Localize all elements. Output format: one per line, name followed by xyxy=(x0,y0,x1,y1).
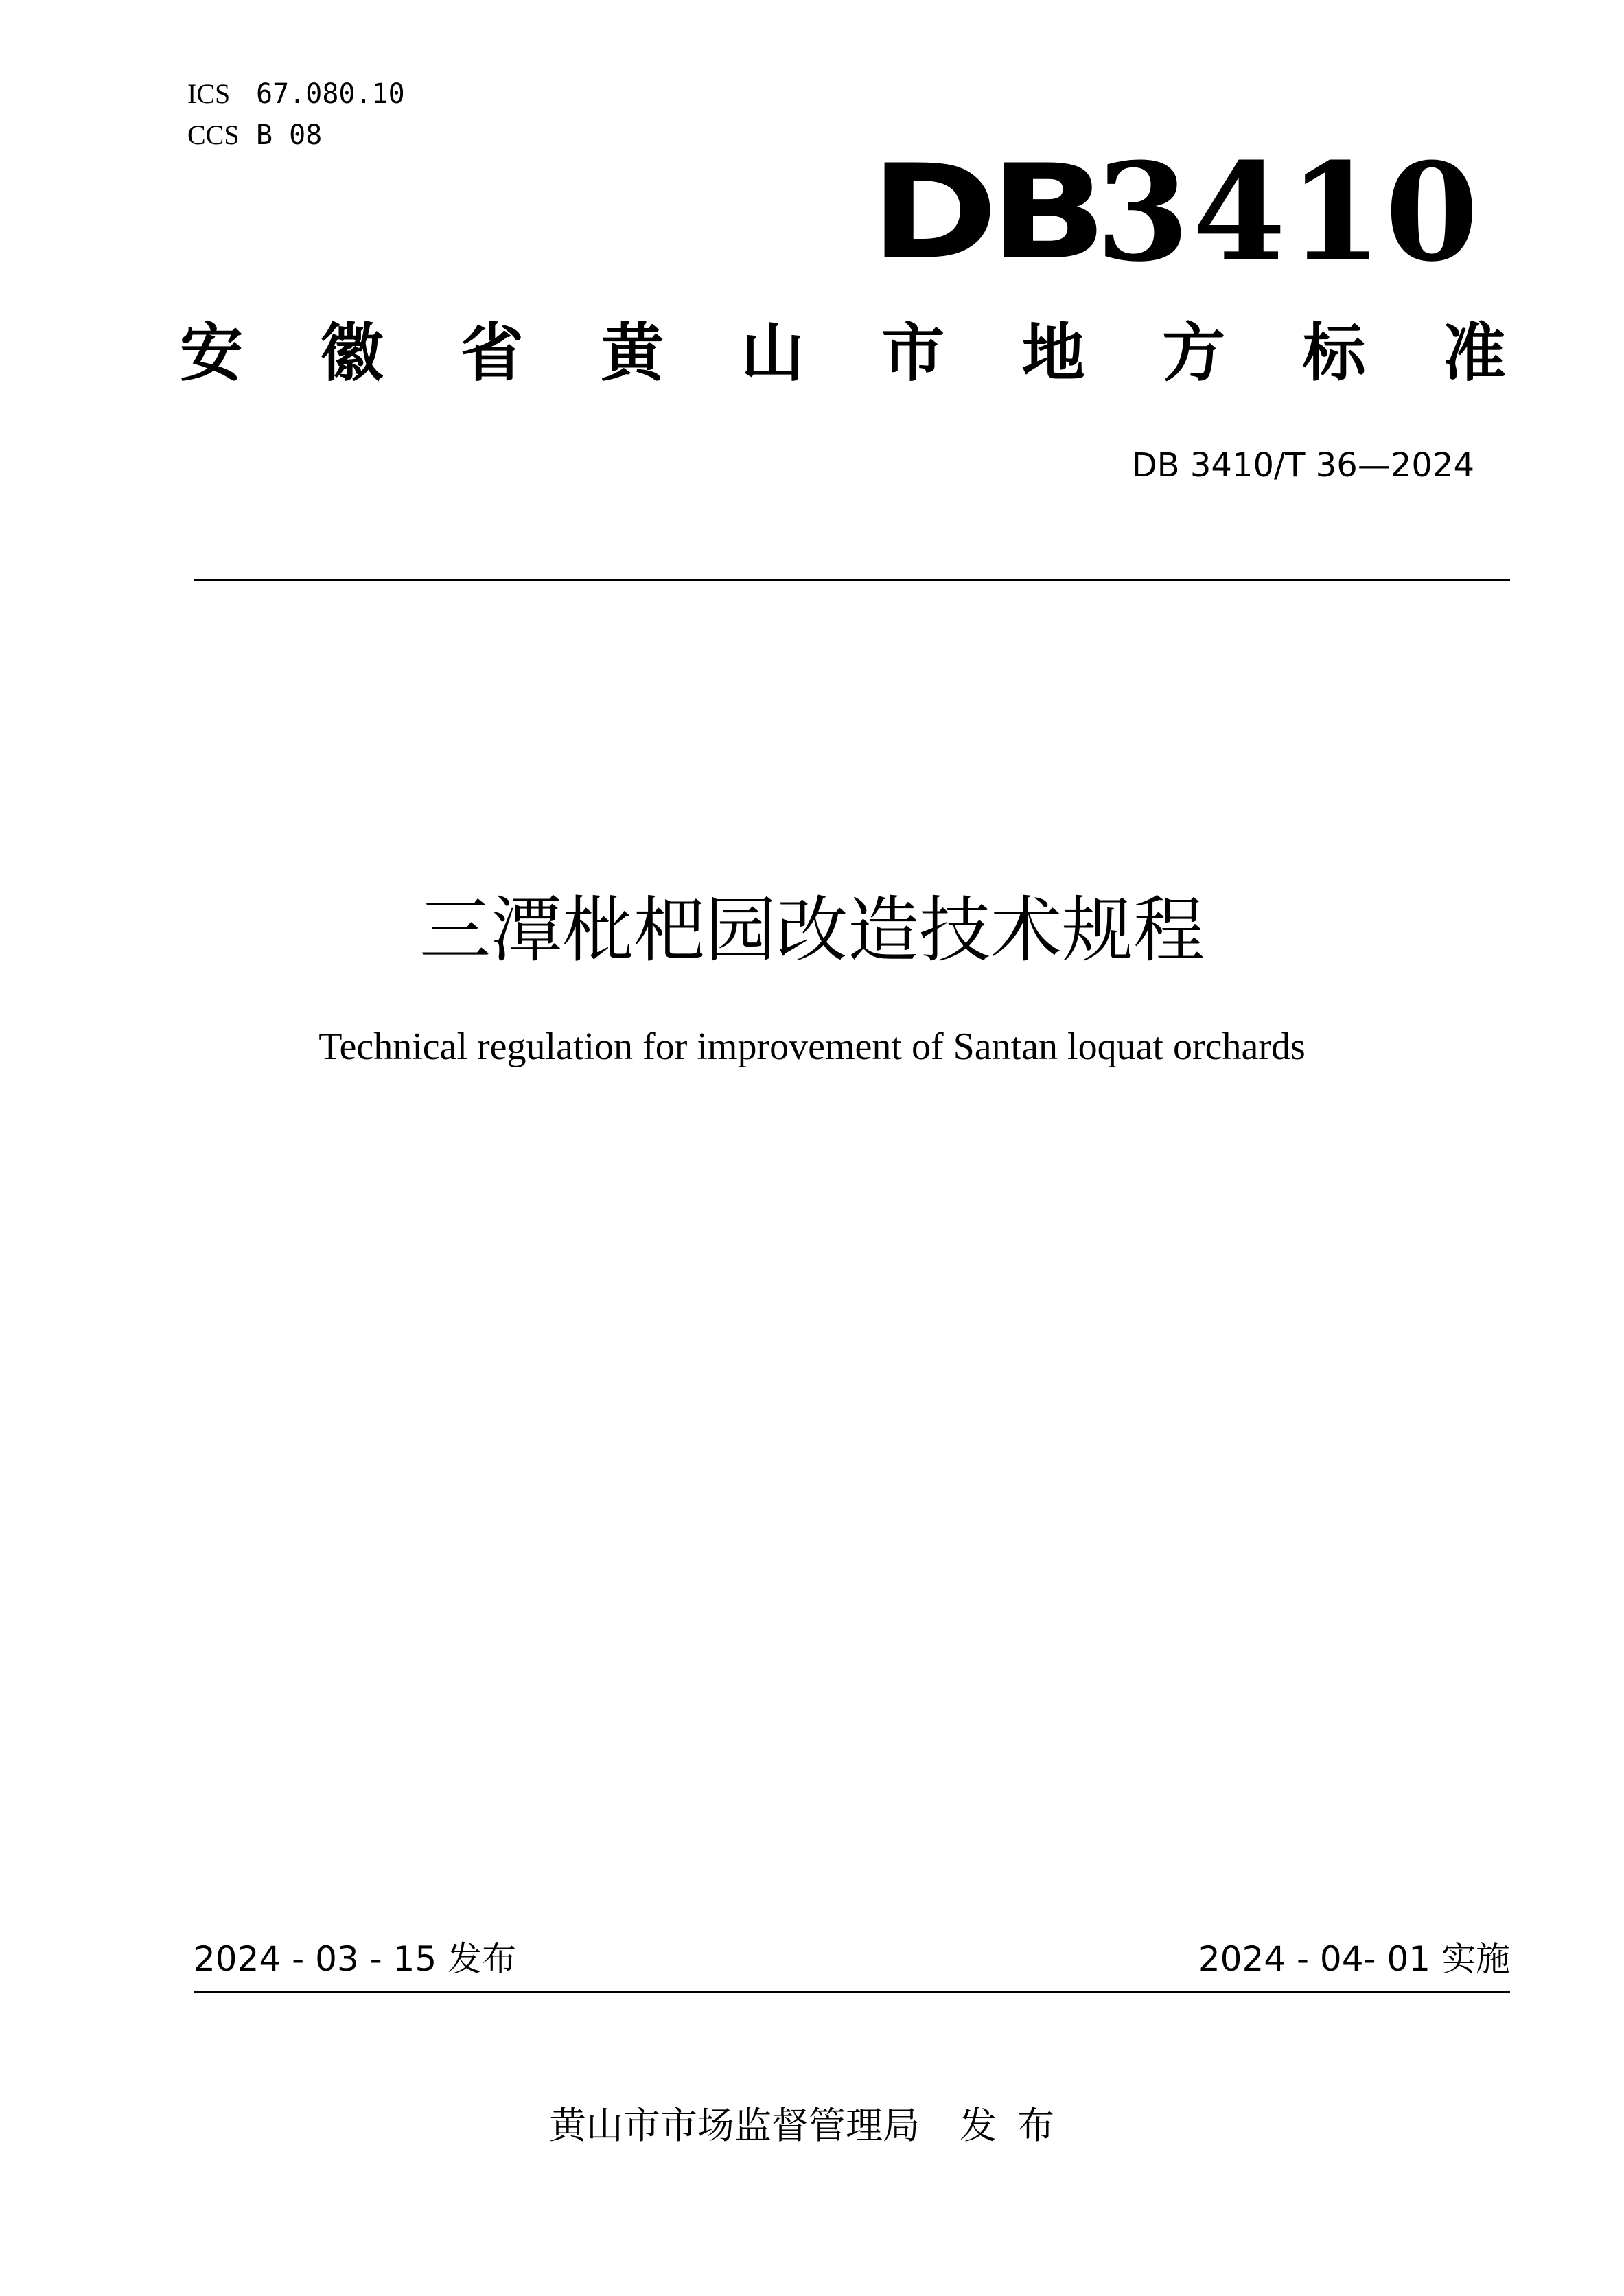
document-title-english: Technical regulation for improvement of Santan loquat orchards xyxy=(318,1025,1306,1068)
ccs-value: B 08 xyxy=(256,119,323,151)
authority-char: 黄 xyxy=(601,316,664,390)
authority-char: 方 xyxy=(1162,316,1226,390)
document-title-chinese: 三潭枇杷园改造技术规程 xyxy=(419,888,1205,972)
publish-date: 2024 - 03 - 15 发布 xyxy=(194,1939,517,1979)
db-mark-number: 3410 xyxy=(1095,134,1482,292)
db-standard-mark xyxy=(870,130,1482,292)
top-divider xyxy=(194,579,1510,581)
authority-char: 地 xyxy=(1021,316,1085,390)
standard-number: DB 3410/T 36—2024 xyxy=(1131,446,1474,485)
bottom-divider xyxy=(194,1991,1510,1993)
authority-title xyxy=(180,316,1506,391)
publisher-action: 发布 xyxy=(960,2104,1075,2147)
ccs-code xyxy=(187,118,322,152)
authority-char: 市 xyxy=(881,316,945,390)
authority-char: 标 xyxy=(1302,316,1366,390)
authority-char: 山 xyxy=(741,316,804,390)
ics-code xyxy=(187,77,405,111)
ics-label: ICS xyxy=(187,78,231,109)
ccs-label: CCS xyxy=(187,119,240,150)
publisher-name: 黄山市市场监督管理局 xyxy=(549,2104,920,2147)
db-mark-letters: DB xyxy=(870,137,1100,288)
ics-value: 67.080.10 xyxy=(256,78,405,110)
authority-char: 省 xyxy=(460,316,524,390)
authority-char: 安 xyxy=(180,316,244,390)
authority-char: 准 xyxy=(1442,316,1506,390)
authority-char: 徽 xyxy=(320,316,384,390)
implementation-date: 2024 - 04- 01 实施 xyxy=(1198,1939,1510,1979)
publisher-line xyxy=(0,2102,1624,2150)
